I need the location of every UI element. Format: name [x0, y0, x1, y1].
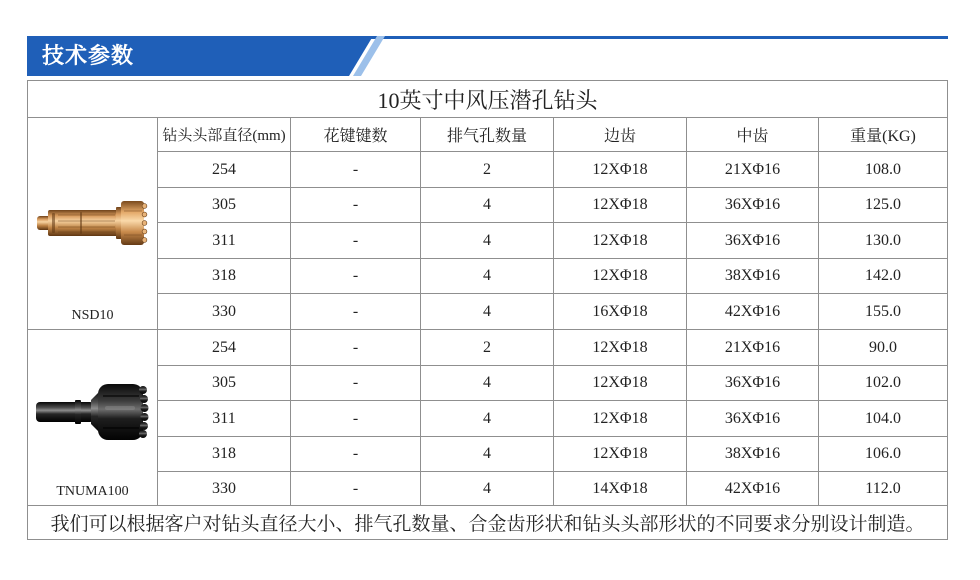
weight-cell: 106.0 — [819, 437, 947, 471]
exhaust-hole-count-cell: 4 — [421, 401, 553, 436]
spline-count-cell: - — [291, 188, 420, 222]
center-button-cell: 36XΦ16 — [687, 401, 818, 436]
section-title: 技术参数 — [42, 44, 135, 69]
center-button-cell: 38XΦ16 — [687, 259, 818, 293]
spline-count-cell: - — [291, 330, 420, 365]
center-button-cell: 42XΦ16 — [687, 472, 818, 505]
spline-count-cell: - — [291, 437, 420, 471]
exhaust-hole-count-cell: 2 — [421, 330, 553, 365]
gauge-button-cell: 12XΦ18 — [554, 437, 686, 471]
center-button-cell: 21XΦ16 — [687, 152, 818, 187]
weight-cell: 125.0 — [819, 188, 947, 222]
diameter-cell: 305 — [158, 366, 290, 400]
product-model-label: TNUMA100 — [56, 484, 129, 499]
diameter-cell: 311 — [158, 401, 290, 436]
exhaust-hole-count-cell: 4 — [421, 366, 553, 400]
diameter-cell: 318 — [158, 437, 290, 471]
gauge-button-cell: 14XΦ18 — [554, 472, 686, 505]
spec-table — [27, 80, 948, 540]
spline-count-cell: - — [291, 152, 420, 187]
nsd10-drill-bit-image — [36, 198, 148, 248]
exhaust-hole-count-cell: 2 — [421, 152, 553, 187]
table-title: 10英寸中风压潜孔钻头 — [28, 81, 947, 117]
center-button-cell: 36XΦ16 — [687, 223, 818, 258]
gauge-button-cell: 12XΦ18 — [554, 330, 686, 365]
diameter-cell: 330 — [158, 472, 290, 505]
product-model-label: NSD10 — [71, 308, 114, 323]
exhaust-hole-count-cell: 4 — [421, 437, 553, 471]
diameter-cell: 254 — [158, 152, 290, 187]
weight-cell: 155.0 — [819, 294, 947, 329]
spline-count-cell: - — [291, 472, 420, 505]
weight-cell: 90.0 — [819, 330, 947, 365]
spline-count-cell: - — [291, 294, 420, 329]
exhaust-hole-count-cell: 4 — [421, 223, 553, 258]
diameter-cell: 305 — [158, 188, 290, 222]
column-header-exhaust-holes: 排气孔数量 — [421, 118, 553, 151]
weight-cell: 102.0 — [819, 366, 947, 400]
weight-cell: 112.0 — [819, 472, 947, 505]
tnuma100-drill-bit-image — [35, 382, 149, 442]
weight-cell: 108.0 — [819, 152, 947, 187]
section-header-background — [27, 36, 948, 76]
exhaust-hole-count-cell: 4 — [421, 188, 553, 222]
bit-head — [98, 384, 149, 440]
exhaust-hole-count-cell: 4 — [421, 259, 553, 293]
spline-count-cell: - — [291, 366, 420, 400]
column-header-gauge-buttons: 边齿 — [554, 118, 686, 151]
center-button-cell: 21XΦ16 — [687, 330, 818, 365]
column-header-center-buttons: 中齿 — [687, 118, 818, 151]
column-header-weight: 重量(KG) — [819, 118, 947, 151]
gauge-button-cell: 12XΦ18 — [554, 223, 686, 258]
product-cell-nsd10 — [28, 118, 157, 329]
diameter-cell: 318 — [158, 259, 290, 293]
gauge-button-cell: 12XΦ18 — [554, 366, 686, 400]
exhaust-hole-count-cell: 4 — [421, 472, 553, 505]
weight-cell: 130.0 — [819, 223, 947, 258]
column-header-spline-count: 花键键数 — [291, 118, 420, 151]
center-button-cell: 36XΦ16 — [687, 366, 818, 400]
gauge-button-cell: 16XΦ18 — [554, 294, 686, 329]
bit-head — [116, 201, 147, 245]
product-cell-tnuma100 — [28, 330, 157, 505]
customization-note: 我们可以根据客户对钻头直径大小、排气孔数量、合金齿形状和钻头头部形状的不同要求分别设计制造。 — [28, 506, 947, 539]
diameter-cell: 311 — [158, 223, 290, 258]
gauge-button-cell: 12XΦ18 — [554, 259, 686, 293]
center-button-cell: 42XΦ16 — [687, 294, 818, 329]
column-header-diameter: 钻头头部直径(mm) — [158, 118, 290, 151]
bit-shank — [37, 210, 118, 236]
weight-cell: 104.0 — [819, 401, 947, 436]
weight-cell: 142.0 — [819, 259, 947, 293]
bit-shank — [36, 390, 101, 434]
gauge-button-cell: 12XΦ18 — [554, 188, 686, 222]
spline-count-cell: - — [291, 223, 420, 258]
spline-count-cell: - — [291, 401, 420, 436]
gauge-button-cell: 12XΦ18 — [554, 152, 686, 187]
gauge-button-cell: 12XΦ18 — [554, 401, 686, 436]
spline-count-cell: - — [291, 259, 420, 293]
diameter-cell: 330 — [158, 294, 290, 329]
diameter-cell: 254 — [158, 330, 290, 365]
center-button-cell: 38XΦ16 — [687, 437, 818, 471]
section-header — [27, 36, 948, 76]
center-button-cell: 36XΦ16 — [687, 188, 818, 222]
exhaust-hole-count-cell: 4 — [421, 294, 553, 329]
